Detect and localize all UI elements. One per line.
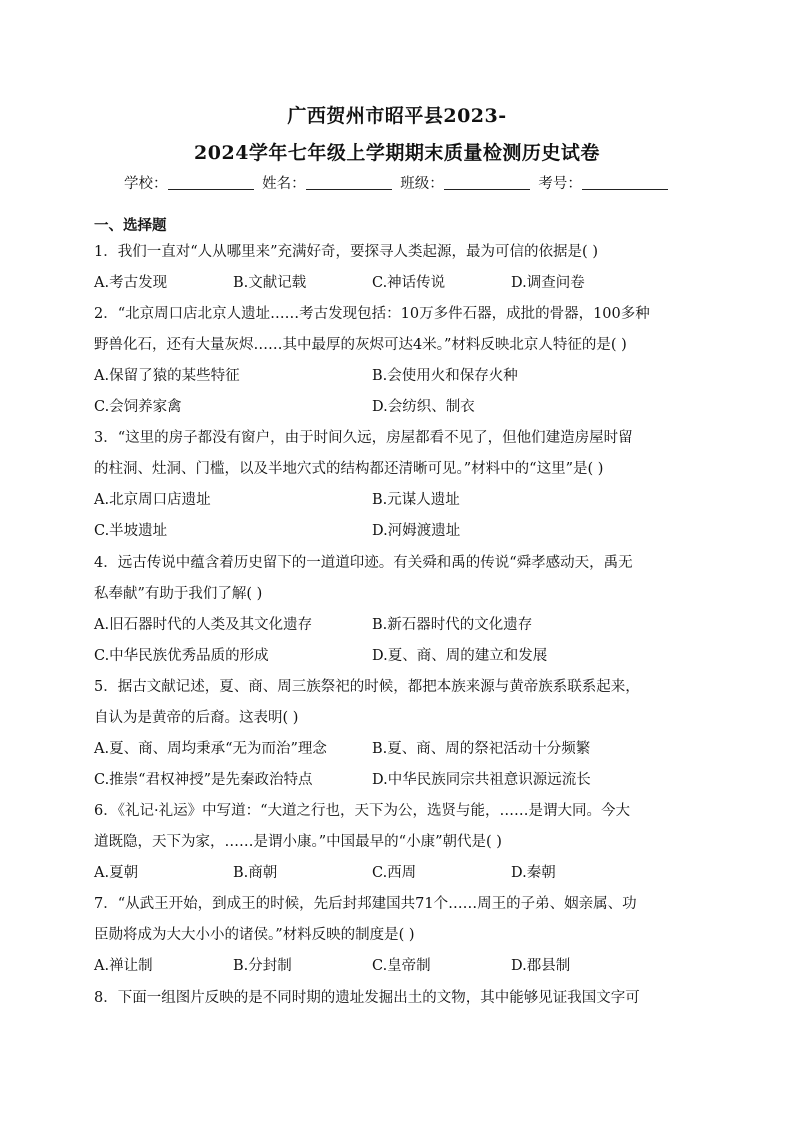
question-7-text-line2: 臣勋将成为大大小小的诸侯。”材料反映的制度是( ) bbox=[94, 927, 415, 943]
name-label: 姓名： bbox=[262, 176, 306, 192]
q7-option-b[interactable]: B.分封制 bbox=[233, 958, 292, 974]
q2-option-c[interactable]: C.会饲养家禽 bbox=[94, 399, 182, 415]
question-2-text-line2: 野兽化石，还有大量灰烬……其中最厚的灰烬可达4米。”材料反映北京人特征的是( ) bbox=[94, 337, 627, 353]
q2-option-a[interactable]: A.保留了猿的某些特征 bbox=[94, 368, 240, 384]
q4-option-c[interactable]: C.中华民族优秀品质的形成 bbox=[94, 648, 269, 664]
exam-number-label: 考号： bbox=[538, 176, 582, 192]
q7-option-c[interactable]: C.皇帝制 bbox=[372, 958, 431, 974]
q6-option-d[interactable]: D.秦朝 bbox=[511, 865, 556, 881]
q1-option-a[interactable]: A.考古发现 bbox=[94, 275, 168, 291]
q7-option-d[interactable]: D.郡县制 bbox=[511, 958, 571, 974]
question-6-text-line2: 道既隐，天下为家，……是谓小康。”中国最早的“小康”朝代是( ) bbox=[94, 834, 502, 850]
question-2-text-line1: 2．“北京周口店北京人遗址……考古发现包括：10万多件石器，成批的骨器，100多种 bbox=[94, 306, 650, 322]
exam-title-line1: 广西贺州市昭平县2023- bbox=[287, 105, 507, 127]
school-blank[interactable] bbox=[168, 175, 254, 190]
question-3-text-line2: 的柱洞、灶洞、门槛，以及半地穴式的结构都还清晰可见。”材料中的“这里”是( ) bbox=[94, 461, 604, 477]
q4-option-b[interactable]: B.新石器时代的文化遗存 bbox=[372, 617, 533, 633]
question-8-text-line1: 8．下面一组图片反映的是不同时期的遗址发掘出土的文物，其中能够见证我国文字可 bbox=[94, 990, 640, 1006]
q1-option-d[interactable]: D.调查问卷 bbox=[511, 275, 585, 291]
q3-option-b[interactable]: B.元谋人遗址 bbox=[372, 492, 460, 508]
q5-option-a[interactable]: A.夏、商、周均秉承“无为而治”理念 bbox=[94, 741, 327, 757]
q3-option-a[interactable]: A.北京周口店遗址 bbox=[94, 492, 211, 508]
q6-option-a[interactable]: A.夏朝 bbox=[94, 865, 139, 881]
q5-option-d[interactable]: D.中华民族同宗共祖意识源远流长 bbox=[372, 772, 591, 788]
q6-option-b[interactable]: B.商朝 bbox=[233, 865, 278, 881]
section-title: 一、选择题 bbox=[94, 217, 167, 234]
name-blank[interactable] bbox=[306, 175, 392, 190]
q6-option-c[interactable]: C.西周 bbox=[372, 865, 417, 881]
q1-option-c[interactable]: C.神话传说 bbox=[372, 275, 446, 291]
q5-option-b[interactable]: B.夏、商、周的祭祀活动十分频繁 bbox=[372, 741, 591, 757]
question-7-text-line1: 7．“从武王开始，到成王的时候，先后封邦建国共71个……周王的子弟、姻亲属、功 bbox=[94, 896, 637, 912]
question-1-text: 1．我们一直对“人从哪里来”充满好奇，要探寻人类起源，最为可信的依据是( ) bbox=[94, 244, 598, 260]
class-label: 班级： bbox=[400, 176, 444, 192]
q5-option-c[interactable]: C.推崇“君权神授”是先秦政治特点 bbox=[94, 772, 313, 788]
question-4-text-line1: 4．远古传说中蕴含着历史留下的一道道印迹。有关舜和禹的传说“舜孝感动天，禹无 bbox=[94, 555, 633, 571]
question-3-text-line1: 3．“这里的房子都没有窗户，由于时间久远，房屋都看不见了，但他们建造房屋时留 bbox=[94, 430, 633, 446]
student-info-row bbox=[124, 172, 672, 193]
q4-option-a[interactable]: A.旧石器时代的人类及其文化遗存 bbox=[94, 617, 313, 633]
question-6-text-line1: 6．《礼记·礼运》中写道：“大道之行也，天下为公，选贤与能，……是谓大同。今大 bbox=[94, 803, 630, 819]
q3-option-d[interactable]: D.河姆渡遗址 bbox=[372, 523, 461, 539]
q4-option-d[interactable]: D.夏、商、周的建立和发展 bbox=[372, 648, 548, 664]
q7-option-a[interactable]: A.禅让制 bbox=[94, 958, 153, 974]
class-blank[interactable] bbox=[444, 175, 530, 190]
q2-option-d[interactable]: D.会纺织、制衣 bbox=[372, 399, 475, 415]
q1-option-b[interactable]: B.文献记载 bbox=[233, 275, 307, 291]
exam-title-line2: 2024学年七年级上学期期末质量检测历史试卷 bbox=[194, 142, 600, 164]
q2-option-b[interactable]: B.会使用火和保存火种 bbox=[372, 368, 518, 384]
q3-option-c[interactable]: C.半坡遗址 bbox=[94, 523, 168, 539]
school-label: 学校： bbox=[124, 176, 168, 192]
question-4-text-line2: 私奉献”有助于我们了解( ) bbox=[94, 586, 263, 602]
question-5-text-line1: 5．据古文献记述，夏、商、周三族祭祀的时候，都把本族来源与黄帝族系联系起来， bbox=[94, 679, 640, 695]
question-5-text-line2: 自认为是黄帝的后裔。这表明( ) bbox=[94, 710, 299, 726]
exam-number-blank[interactable] bbox=[582, 175, 668, 190]
